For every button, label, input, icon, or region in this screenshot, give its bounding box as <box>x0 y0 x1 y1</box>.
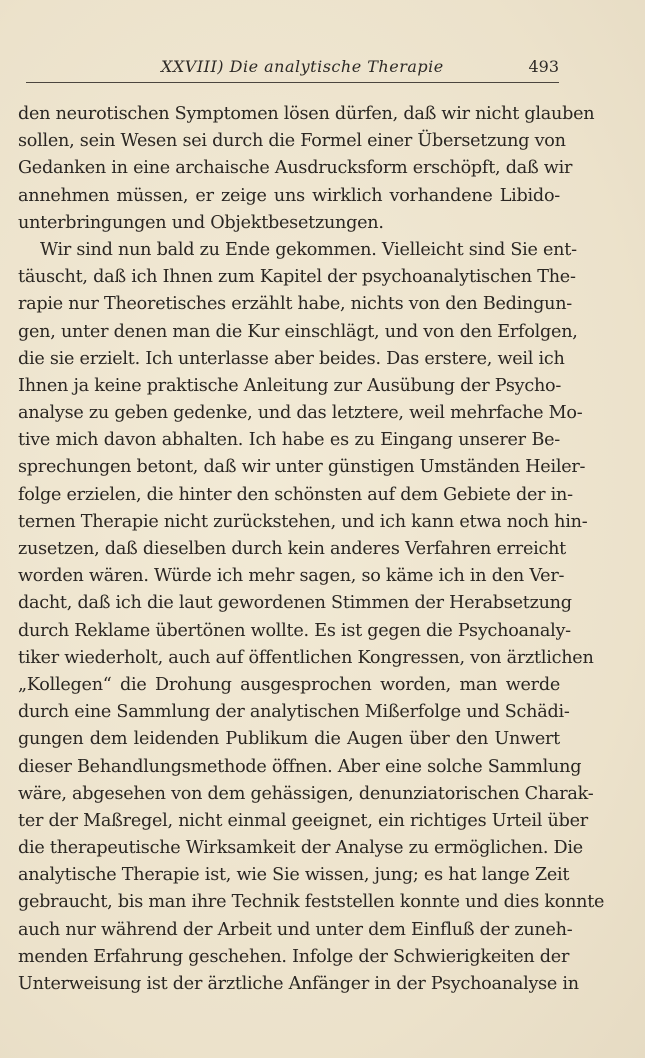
text-line: rapie nur Theoretisches erzählt habe, nichts von den Bedingun- <box>18 294 572 315</box>
text-line: analyse zu geben gedenke, und das letztere, weil mehrfache Mo- <box>18 403 583 424</box>
text-line: gungen dem leidenden Publikum die Augen über den Unwert <box>18 729 560 750</box>
text-line: sollen, sein Wesen sei durch die Formel einer Übersetzung von <box>18 131 566 152</box>
header-rule <box>26 82 559 83</box>
running-title: XXVIII) Die analytische Therapie <box>161 57 444 76</box>
text-line: unterbringungen und Objektbesetzungen. <box>18 212 384 233</box>
text-line: Gedanken in eine archaische Ausdrucksform erschöpft, daß wir <box>18 158 573 179</box>
text-line: gebraucht, bis man ihre Technik feststellen konnte und dies konnte <box>18 892 605 913</box>
text-line: den neurotischen Symptomen lösen dürfen, daß wir nicht glauben <box>18 104 595 124</box>
text-line: die sie erzielt. Ich unterlasse aber beides. Das erstere, weil ich <box>18 348 565 369</box>
text-line: „Kollegen“ die Drohung ausgesprochen worden, man werde <box>18 674 560 695</box>
body-text <box>18 101 605 998</box>
paragraph-start-line: Wir sind nun bald zu Ende gekommen. Vielleicht sind Sie ent- <box>40 239 577 260</box>
text-line: folge erzielen, die hinter den schönsten auf dem Gebiete der in- <box>18 484 573 505</box>
text-line: ter der Maßregel, nicht einmal geeignet, ein richtiges Urteil über <box>18 810 588 831</box>
text-line: Unterweisung ist der ärztliche Anfänger in der Psychoanalyse in <box>18 974 579 994</box>
text-line: dieser Behandlungsmethode öffnen. Aber eine solche Sammlung <box>18 756 582 777</box>
running-header <box>26 55 561 81</box>
text-line: sprechungen betont, daß wir unter günstigen Umständen Heiler- <box>18 457 586 478</box>
text-line: täuscht, daß ich Ihnen zum Kapitel der psychoanalytischen The- <box>18 267 576 288</box>
text-line: dacht, daß ich die laut gewordenen Stimmen der Herabsetzung <box>18 593 572 614</box>
text-line: gen, unter denen man die Kur einschlägt, und von den Erfolgen, <box>18 321 578 342</box>
text-line: tiker wiederholt, auch auf öffentlichen Kongressen, von ärztlichen <box>18 647 594 668</box>
text-line: worden wären. Würde ich mehr sagen, so käme ich in den Ver- <box>18 566 565 587</box>
text-line: menden Erfahrung geschehen. Infolge der Schwierigkeiten der <box>18 946 570 967</box>
text-line: tive mich davon abhalten. Ich habe es zu Eingang unserer Be- <box>18 430 560 451</box>
page-number: 493 <box>528 57 559 76</box>
text-line: analytische Therapie ist, wie Sie wissen, jung; es hat lange Zeit <box>18 865 570 886</box>
text-line: ternen Therapie nicht zurückstehen, und ich kann etwa noch hin- <box>18 511 588 532</box>
text-line: durch Reklame übertönen wollte. Es ist gegen die Psychoanaly- <box>18 620 571 641</box>
text-line: Ihnen ja keine praktische Anleitung zur Ausübung der Psycho- <box>18 375 562 396</box>
text-line: annehmen müssen, er zeige uns wirklich vorhandene Libido- <box>18 185 560 206</box>
text-line: zusetzen, daß dieselben durch kein anderes Verfahren erreicht <box>18 539 566 559</box>
text-line: durch eine Sammlung der analytischen Mißerfolge und Schädi- <box>18 702 570 723</box>
text-line: die therapeutische Wirksamkeit der Analyse zu ermöglichen. Die <box>18 838 583 859</box>
text-line: wäre, abgesehen von dem gehässigen, denunziatorischen Charak- <box>18 783 594 804</box>
text-line: auch nur während der Arbeit und unter dem Einfluß der zuneh- <box>18 919 573 940</box>
